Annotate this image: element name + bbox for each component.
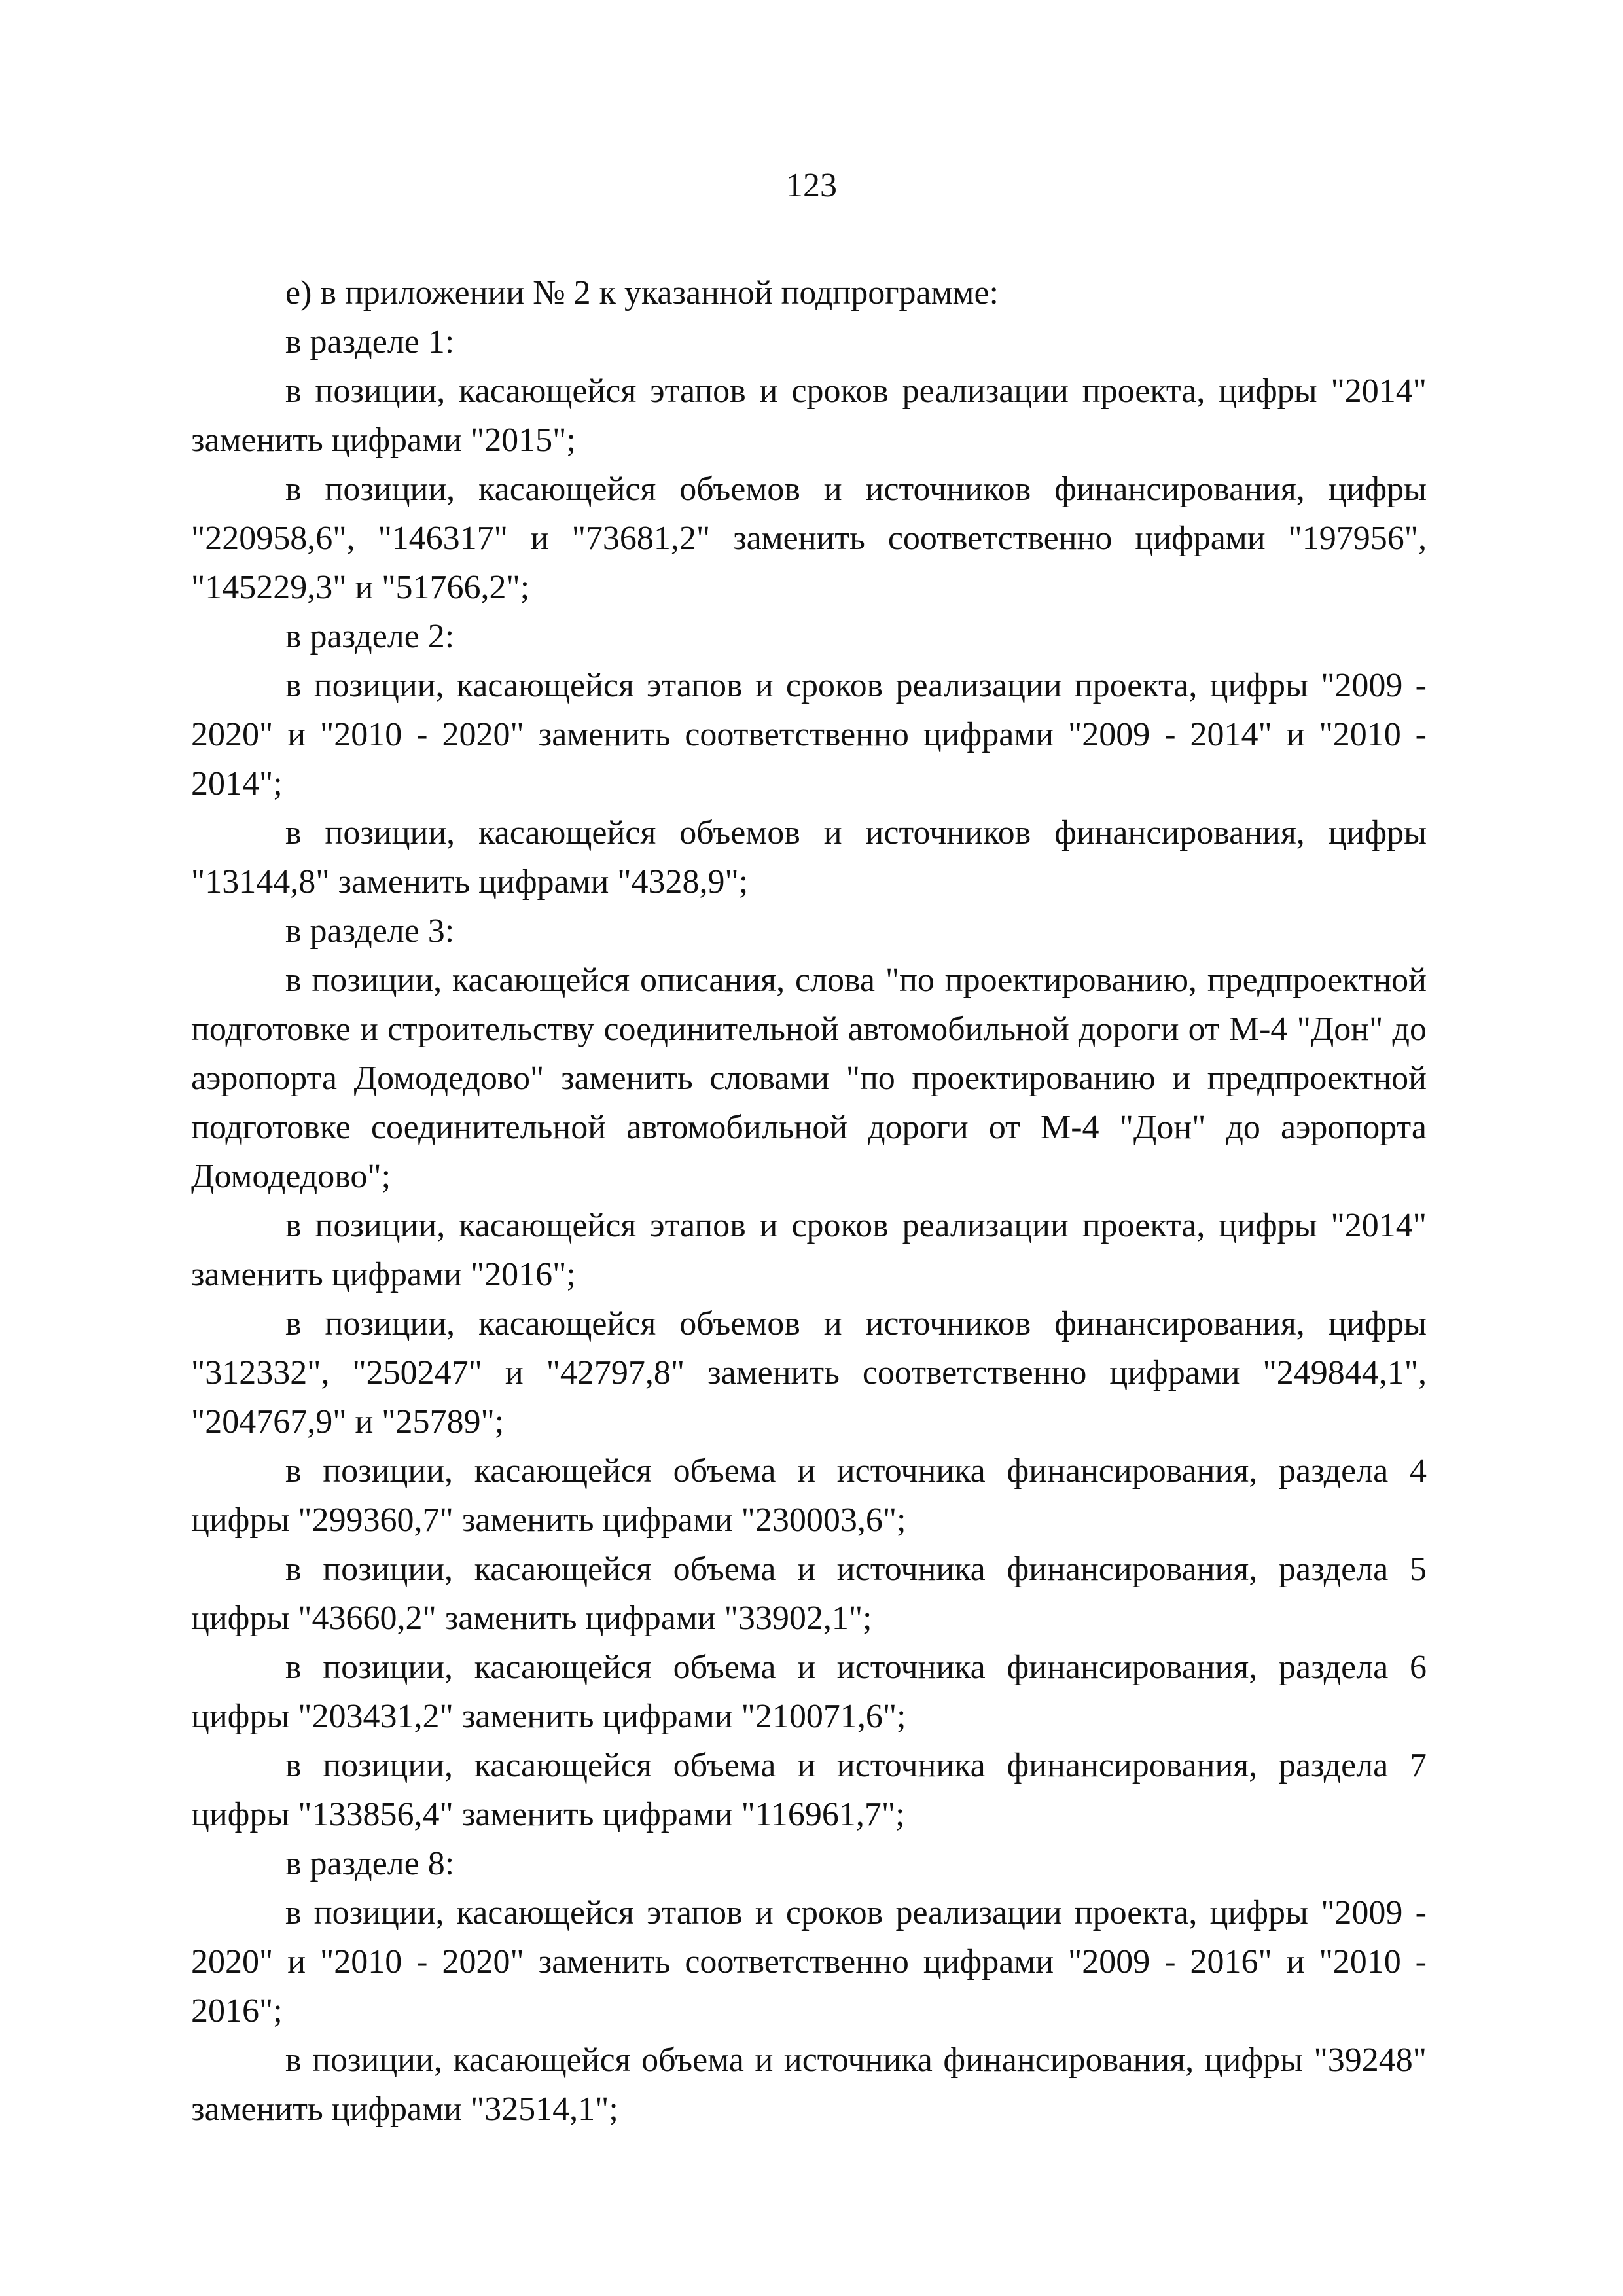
document-body (191, 268, 1427, 2134)
section-heading-8: в разделе 8: (285, 1845, 455, 1882)
paragraph: в позиции, касающейся объема и источника финансирования, раздела 5 цифры "43660,2" заменить цифрами "33902,1"; (191, 1551, 1427, 1637)
paragraph: в позиции, касающейся объемов и источников финансирования, цифры "13144,8" заменить цифрами "4328,9"; (191, 814, 1427, 901)
paragraph: в позиции, касающейся объема и источника финансирования, цифры "39248" заменить цифрами "32514,1"; (191, 2041, 1427, 2128)
paragraph: в позиции, касающейся этапов и сроков реализации проекта, цифры "2009 - 2020" и "2010 - 2020" заменить соответственно цифрами "2009 - 2016" и "2010 - 2016"; (191, 1894, 1427, 2030)
paragraph: в позиции, касающейся объемов и источников финансирования, цифры "312332", "250247" и "42797,8" заменить соответственно цифрами "249844,1", "204767,9" и "25789"; (191, 1305, 1427, 1441)
paragraph: в позиции, касающейся описания, слова "по проектированию, предпроектной подготовке и строительству соединительной автомобильной дороги от М-4 "Дон" до аэропорта Домодедово" заменить словами "по проектированию и предпроектной подготовке соединительной автомобильной дороги от М-4 "Дон" до аэропорта Домодедово"; (191, 961, 1427, 1195)
paragraph: в позиции, касающейся этапов и сроков реализации проекта, цифры "2014" заменить цифрами "2015"; (191, 372, 1427, 459)
section-heading-1: в разделе 1: (285, 323, 455, 361)
section-heading-3: в разделе 3: (285, 912, 455, 950)
paragraph: в позиции, касающейся объемов и источников финансирования, цифры "220958,6", "146317" и "73681,2" заменить соответственно цифрами "197956", "145229,3" и "51766,2"; (191, 471, 1427, 606)
paragraph: в позиции, касающейся объема и источника финансирования, раздела 4 цифры "299360,7" заменить цифрами "230003,6"; (191, 1452, 1427, 1539)
page-number: 123 (786, 167, 837, 204)
paragraph: в позиции, касающейся этапов и сроков реализации проекта, цифры "2014" заменить цифрами "2016"; (191, 1207, 1427, 1293)
section-heading-2: в разделе 2: (285, 618, 455, 655)
paragraph: в позиции, касающейся этапов и сроков реализации проекта, цифры "2009 - 2020" и "2010 - 2020" заменить соответственно цифрами "2009 - 2014" и "2010 - 2014"; (191, 667, 1427, 802)
paragraph-appendix-intro: е) в приложении № 2 к указанной подпрограмме: (285, 274, 999, 312)
paragraph: в позиции, касающейся объема и источника финансирования, раздела 6 цифры "203431,2" заменить цифрами "210071,6"; (191, 1649, 1427, 1735)
paragraph: в позиции, касающейся объема и источника финансирования, раздела 7 цифры "133856,4" заменить цифрами "116961,7"; (191, 1747, 1427, 1833)
